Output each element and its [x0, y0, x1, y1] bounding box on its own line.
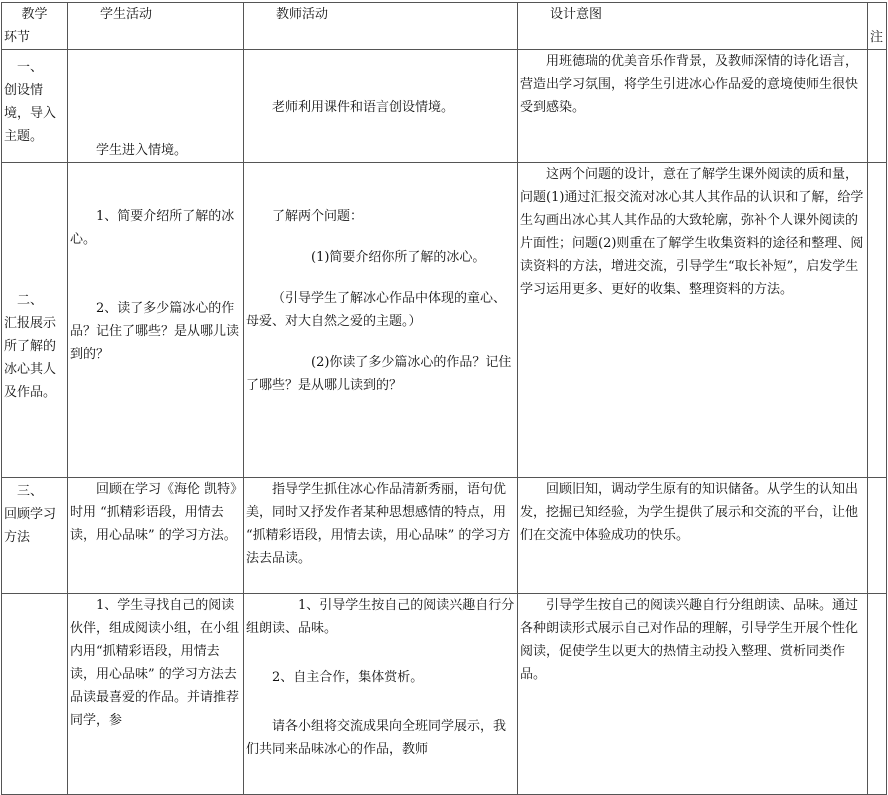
design-cell	[518, 50, 868, 163]
note-cell	[868, 50, 887, 163]
note-cell	[868, 163, 887, 478]
header-student	[68, 3, 244, 50]
stage-cell	[2, 594, 68, 795]
teacher-cell	[244, 594, 518, 795]
student-cell	[68, 478, 244, 594]
stage-line: 冰心其人	[4, 362, 57, 377]
stage-cell	[2, 163, 68, 478]
stage-line: 三、	[4, 484, 44, 499]
stage-line: 及作品。	[4, 385, 57, 400]
design-intent-text: 用班德瑞的优美音乐作背景，及教师深情的诗化语言，营造出学习氛围，将学生引进冰心作品爱的意境使师生很快受到感染。	[520, 54, 859, 115]
design-intent-text: 引导学生按自己的阅读兴趣自行分组朗读、品味。通过各种朗读形式展示自己对作品的理解，引导学生开展个性化阅读，促使学生以更大的热情主动投入整理、赏析同类作品。	[520, 598, 859, 682]
student-cell	[68, 50, 244, 163]
table-row	[2, 478, 887, 594]
table-row	[2, 163, 887, 478]
stage-line: 汇报展示	[4, 316, 57, 331]
student-activity-text: 2、读了多少篇冰心的作品？记住了哪些？是从哪儿读到的？	[70, 301, 240, 362]
header-design-label: 设计意图	[550, 7, 603, 22]
stage-line: 一、	[4, 60, 44, 75]
teacher-activity-text: 老师利用课件和语言创设情境。	[272, 100, 455, 115]
teacher-activity-text: (2)你读了多少篇冰心的作品？记住了哪些？是从哪儿读到的？	[246, 355, 512, 393]
student-cell	[68, 163, 244, 478]
stage-line: 回顾学习	[4, 507, 57, 522]
header-design	[518, 3, 868, 50]
stage-line: 创设情	[4, 83, 44, 98]
stage-line: 境，导入	[4, 106, 57, 121]
teacher-activity-text: 了解两个问题：	[272, 209, 364, 224]
design-cell	[518, 478, 868, 594]
design-cell	[518, 594, 868, 795]
teacher-activity-text: 1、引导学生按自己的阅读兴趣自行分组朗读、品味。	[246, 598, 515, 636]
design-intent-text: 回顾旧知，调动学生原有的知识储备。从学生的认知出发，挖掘已知经验，为学生提供了展示和交流的平台，让他们在交流中体验成功的快乐。	[520, 482, 859, 543]
table-row	[2, 594, 887, 795]
table-row	[2, 50, 887, 163]
student-cell	[68, 594, 244, 795]
header-note	[868, 3, 887, 50]
teacher-activity-text: （引导学生了解冰心作品中体现的童心、母爱、对大自然之爱的主题。）	[246, 291, 507, 329]
teacher-cell	[244, 478, 518, 594]
header-row	[2, 3, 887, 50]
design-intent-text: 这两个问题的设计，意在了解学生课外阅读的质和量，问题(1)通过汇报交流对冰心其人其作品的认识和了解，给学生勾画出冰心其人其作品的大致轮廓，弥补个人课外阅读的片面性；问题(2)则重在了解学生收集资料的途径和整理、阅读资料的方法，增进交流，引导学生“取长补短”，启发学生学习运用更多、更好的收集、整理资料的方法。	[520, 167, 864, 297]
teacher-cell	[244, 50, 518, 163]
teacher-activity-text: 指导学生抓住冰心作品清新秀丽，语句优美，同时又抒发作者某种思想感情的特点，用 “抓精彩语段，用情去读，用心品味” 的学习方法去品读。	[246, 482, 511, 566]
stage-line: 方法	[4, 530, 31, 545]
stage-cell	[2, 478, 68, 594]
teacher-activity-text: 2、自主合作，集体赏析。	[272, 670, 424, 685]
student-activity-text: 学生进入情境。	[96, 143, 188, 158]
student-activity-text: 1、简要介绍所了解的冰心。	[70, 209, 235, 247]
header-teacher	[244, 3, 518, 50]
teacher-cell	[244, 163, 518, 478]
header-note-label: 注	[870, 30, 884, 45]
note-cell	[868, 478, 887, 594]
stage-line: 所了解的	[4, 339, 57, 354]
header-stage-line2: 环节	[4, 30, 31, 45]
student-activity-text: 1、学生寻找自己的阅读伙伴，组成阅读小组，在小组内用“抓精彩语段，用情去读，用心品味” 的学习方法去品读最喜爱的作品。并请推荐同学，参	[70, 598, 240, 728]
teacher-activity-text: 请各小组将交流成果向全班同学展示，我们共同来品味冰心的作品，教师	[246, 719, 507, 757]
header-stage-line1: 教学	[21, 7, 48, 22]
stage-line: 二、	[4, 293, 44, 308]
student-activity-text: 回顾在学习《海伦 凯特》时用 “抓精彩语段，用情去读，用心品味” 的学习方法。	[70, 482, 237, 543]
stage-line: 主题。	[4, 129, 44, 144]
header-student-label: 学生活动	[100, 7, 153, 22]
lesson-plan-table	[1, 2, 887, 795]
header-stage	[2, 3, 68, 50]
teacher-activity-text: (1)简要介绍你所了解的冰心。	[246, 250, 486, 265]
note-cell	[868, 594, 887, 795]
design-cell	[518, 163, 868, 478]
stage-cell	[2, 50, 68, 163]
header-teacher-label: 教师活动	[276, 7, 329, 22]
